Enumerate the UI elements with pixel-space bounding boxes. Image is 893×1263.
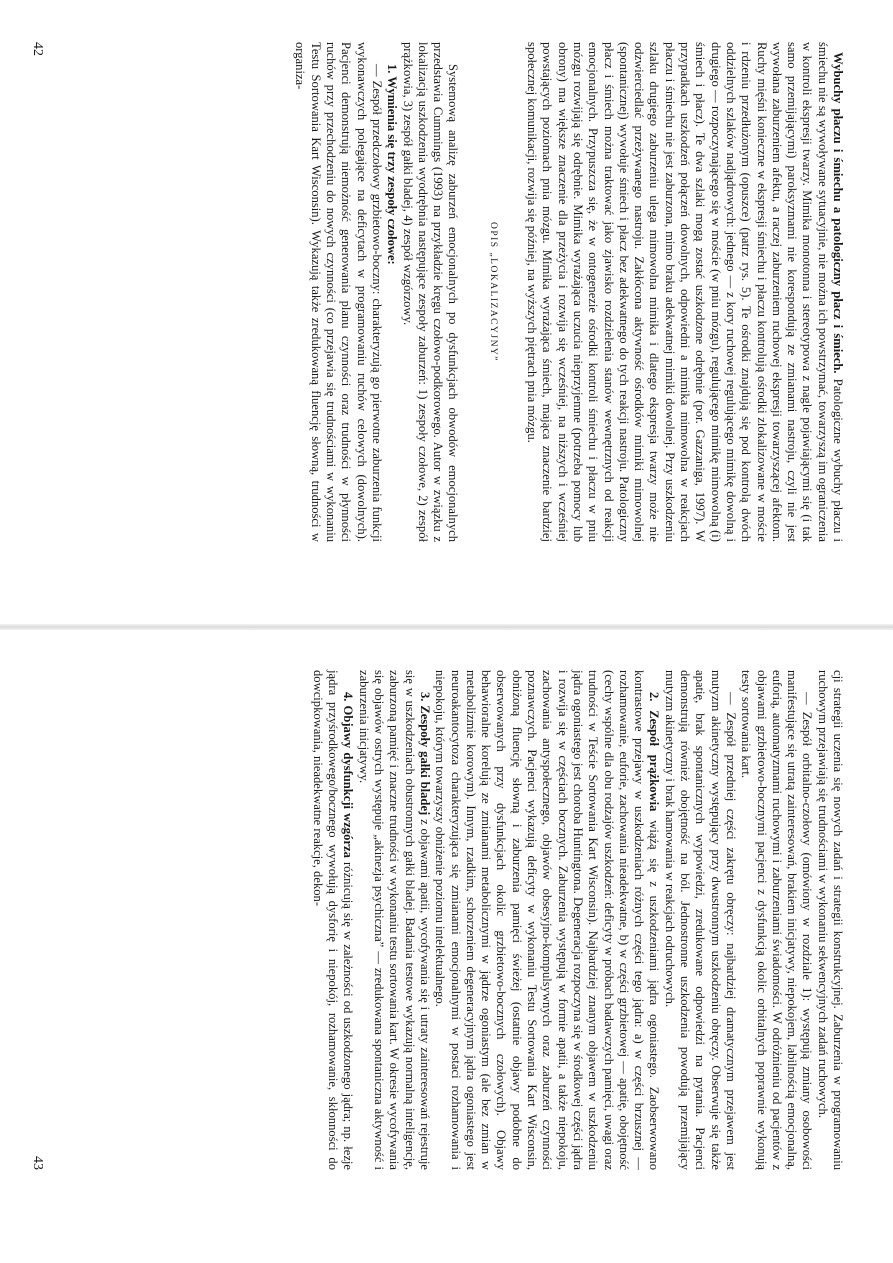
page-43 [25,640,845,1200]
page-42 [25,12,845,572]
paragraph-globus-pallidus: 3. Zespoły gałki bladej z objawami apatii, wycofywania się i utraty zainteresowań rejestruje się w uszkodzeniach obustronnych gałki bladej. Badania testowe wykazują normalną inteligencję, zaburzoną pamięć i znaczne trudności w wykonaniu testu sortowania kart. W okresie wycofywania się objawów ostrych występuje „akinezja psychiczna” — zredukowana spontaniczna aktywność i zaburzenia inicjatywy. [356,670,432,1171]
paragraph-frontal-heading: 1. Wymienia się trzy zespoły czołowe: [385,64,400,265]
page-number: 43 [30,1156,45,1170]
book-gutter [0,624,893,630]
paragraph-thalamus: 4. Objawy dysfunkcji wzgórza różnicują się w zależności od uszkodzonego jądra; np. łezje jądra przyśrodkowego/bocznego wywołują dysforię i niepokój, rozhamowanie, skłonności do dowcipkowania, nieadekwatne reakcje, dekon- [310,670,356,1170]
paragraph-striatum: 2. Zespół prążkowia wiążą się z uszkodzeniami jądra ogoniastego. Zaobserwowano kontrastowe przejawy w uszkodzeniach różnych części tego jądra: a) w części brzusznej — rozhamowanie, euforie, zachowania nieadekwatne, b) w części grzbietowej — apatię, obojętność (cechy wspólne dla obu rodzajów uszkodzeń: deficyty w próbach badawczych pamięci, uwagi oraz trudności w Teście Sortowania Kart Wisconsin). Najbardziej znanym objawem w uszkodzeniu jądra ogoniastego jest choroba Huntingtona. Degeneracja rozpoczyna się w środkowej części jądra i rozwija się w częściach bocznych. Zaburzenia występują w formie apatii, a także niepokoju, zachowania antyspołecznego, objawów obsesyjno-kompulsywnych oraz zaburzeń czynności poznawczych. Pacjenci wykazują deficyty w wykonaniu Testu Sortowania Kart Wisconsin, obniżoną fluencję słowną i zaburzenia pamięci świeżej (ostatnie objawy podobne do obserwowanych przy dysfunkcjach okolic grzbietowo-bocznych czołowych). Objawy behawioralne korelują ze zmianami metabolicznymi w jądrze ogoniastym (ale bez zmian w metabolizmie korowym). Innym, rzadkim, schorzeniem degeneracyjnym jądra ogoniastego jest neuroakantocytoza charakteryzująca się zmianami emocjonalnymi w postaci rozhamowania i niepokoju, którym towarzyszy obniżenie poziomu intelektualnego. [433,670,662,1170]
paragraph-lead: Wybuchy płaczu i śmiechu a patologiczny płacz i śmiech. [831,52,845,374]
paragraph-emotional-outbursts: ​ Wybuchy płaczu i śmiechu a patologiczny płacz i śmiech. Patologiczne wybuchy płaczu i śmiechu nie są wywoływane sytuacyjnie, nie można ich powstrzymać, towarzyszą im ograniczenia w kontroli ekspresji twarzy. Mimika monotonna i stereotypowa z nagle pojawiającymi się (i tak samo przemijającymi) paroksyzmami nie korespondują ze zmianami nastroju, czyli nie jest wywołana zaburzeniem afektu, a raczej zaburzeniem ruchowej ekspresji towarzyszącej afektom. Ruchy mięśni konieczne w ekspresji śmiechu i płaczu kontrolują ośrodki zlokalizowane w moście i rdzeniu przedłużonym (opuszce) (patrz rys. 5). Te ośrodki znajdują się pod kontrolą dwóch oddzielnych szlaków nadjądrowych: jednego — z kory ruchowej regulującego mimikę dowolną i drugiego — rozpoczynającego się w moście (w pniu mózgu), regulującego mimikę mimowolną (i) śmiech i płacz). Te dwa szlaki mogą zostać uszkodzone odrębnie (por. Gazzaniga, 1997). W przypadkach uszkodzeń połączeń dowolnych, odpowiedni a mimika mimowolna w reakcjach płaczu i śmiechu nie jest zaburzona, mimo braku adekwatnej mimiki dowolnej. Przy uszkodzeniu szlaku drugiego zaburzeniu ulega mimowolna mimika i dlatego ekspresja twarzy może nie odzwierciedlać przeżywanego nastroju. Zakłócona aktywność ośrodków mimiki mimowolnej (spontanicznej) wywołuje śmiech i płacz bez adekwatnego do tych reakcji nastroju. Patologiczny płacz i śmiech można traktować jako zjawisko rozdzielenia stanów wewnętrznych od reakcji emocjonalnych. Przypuszcza się, że w ontogenezie ośrodki kontroli śmiechu i płaczu w pniu mózgu rozwijają się odrębnie. Mimika wyrażająca uczucia nieprzyjemne (potrzeba pomocy lub obrony) ma większe znaczenie dla przeżycia i rozwija się wcześniej, na niższych i wcześniej powstających poziomach pnia mózgu. Mimika wyrażająca śmiech, mająca znaczenie bardziej społecznej komunikacji, rozwija się później, na wyższych piętrach pnia mózgu. [525,42,845,542]
paragraph-dorsolateral: — Zespół przedczołowy grzbietowo-boczny: charakteryzują go pierwotne zaburzenia funkcji wykonawczych polegające na deficytach w programowaniu ruchów celowych (dowolnych). Pacjenci demonstrują niemożność generowania planu czynności oraz trudności w płynności ruchów przy przechodzeniu do nowych czynności (co przejawia się trudnościami w wykonaniu Testu Sortowania Kart Wisconsin). Wykazują także zredukowaną fluencję słowną, trudności w organiza- [293,42,384,542]
page-number: 42 [30,42,45,56]
paragraph-continuation: cji strategii uczenia się nowych zadań i strategii konstrukcyjnej. Zaburzenia w programowaniu ruchowym przejawiają się trudnościami w wykonaniu sekwencyjnych zadań ruchowych. [815,670,845,1170]
section-heading: OPIS „LOKALIZACYJNY” [487,221,498,363]
paragraph-cummings: Systemową analizę zaburzeń emocjonalnych po dysfunkcjach obwodów emocjonalnych przedstawia Cummings (1993) na przykładzie kręgu czołowo-podkorowego. Autor w związku z lokalizacją uszkodzenia wyodrębnia następujące zespoły zaburzeń: 1) zespoły czołowe, 2) zespół prążkowia, 3) zespół gałki bladej, 4) zespół wzgórzowy. [400,42,461,542]
paragraph-orbitofrontal: — Zespół orbitalno-czołowy (omówiony w rozdziale 1): występują zmiany osobowości manifestujące się utratą zainteresowań, brakiem inicjatywy, niepokojem, labilnością emocjonalną, euforią, automatyzmami ruchowymi i zaburzeniami świadomości. W odróżnieniu od pacjentów z objawami grzbietowo-bocznymi pacjenci z dysfunkcją okolic orbitalnych poprawnie wykonują testy sortowania kart. [739,670,815,1170]
paragraph-cingulate: — Zespół przedniej części zakrętu obręczy: najbardziej dramatycznym przejawem jest mutyzm akinetyczny występujący przy dwustronnym uszkodzeniu obręczy. Obserwuje się także apatię, brak spontanicznych wypowiedzi, zredukowane odpowiedzi na pytania. Pacjenci demonstrują również obojętność na ból. Jednostronne uszkodzenia powodują przemijający mutyzm akinetyczny i brak hamowania w reakcjach odruchowych. [662,670,738,1170]
